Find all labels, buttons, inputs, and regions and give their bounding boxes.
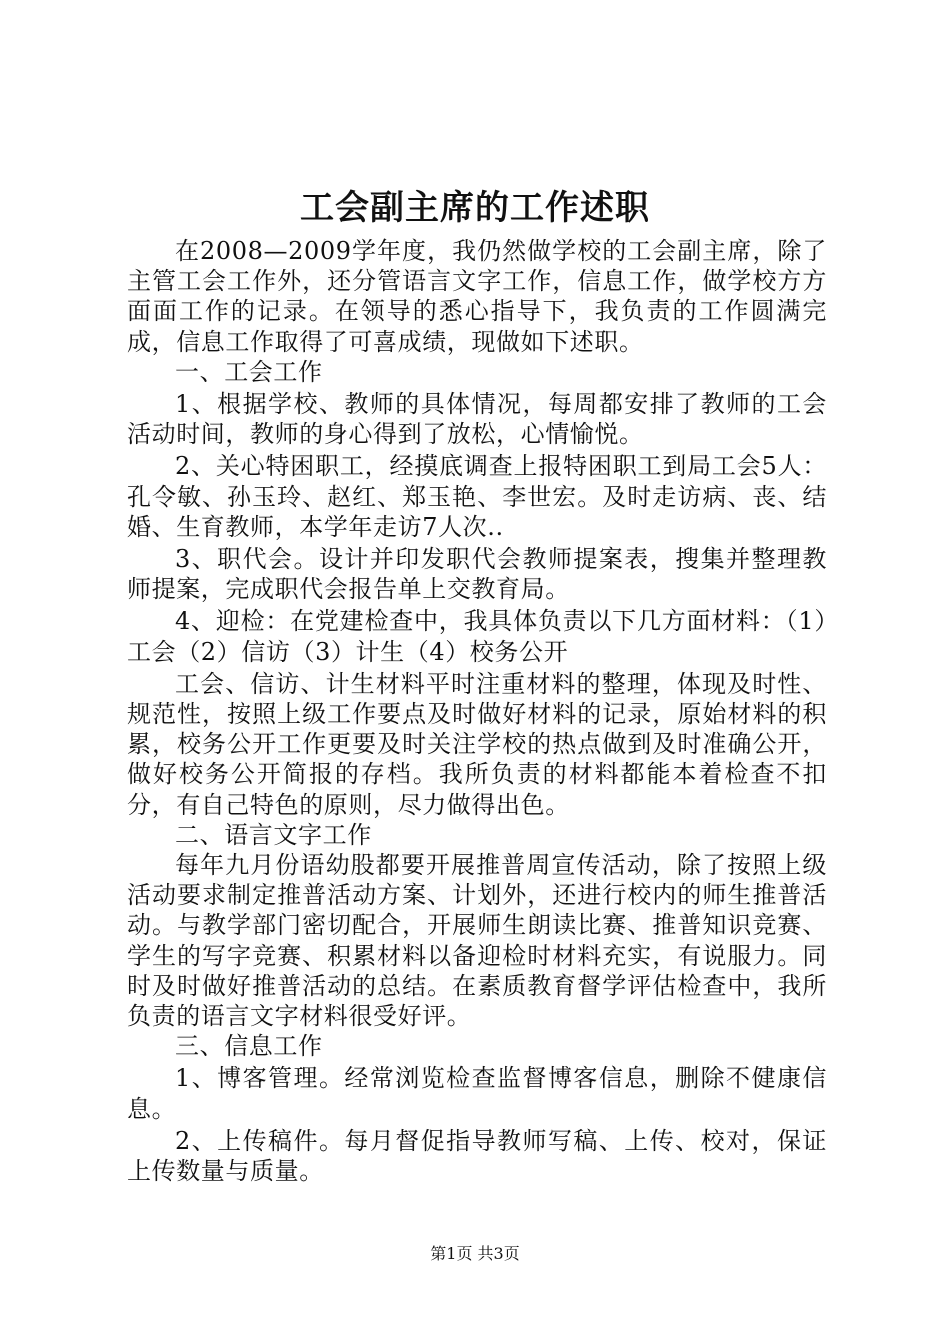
union-item-3: 3、职代会。设计并印发职代会教师提案表，搜集并整理教师提案，完成职代会报告单上交教育局。 bbox=[127, 545, 827, 604]
section-heading-information: 三、信息工作 bbox=[175, 1032, 323, 1061]
section-heading-union: 一、工会工作 bbox=[175, 357, 323, 386]
section-heading-language: 二、语言文字工作 bbox=[175, 820, 372, 849]
union-item-4: 4、迎检：在党建检查中，我具体负责以下几方面材料：（1）工会（2）信访（3）计生（4）校务公开 bbox=[127, 607, 827, 666]
union-item-1: 1、根据学校、教师的具体情况，每周都安排了教师的工会活动时间，教师的身心得到了放松，心情愉悦。 bbox=[127, 390, 827, 449]
information-item-1: 1、博客管理。经常浏览检查监督博客信息，删除不健康信息。 bbox=[127, 1064, 827, 1123]
page-footer: 第1页 共3页 bbox=[430, 1244, 520, 1263]
document-body bbox=[127, 236, 827, 1186]
union-item-2: 2、关心特困职工，经摸底调查上报特困职工到局工会5人：孔令敏、孙玉玲、赵红、郑玉艳、李世宏。及时走访病、丧、结婚、生育教师，本学年走访7人次.. bbox=[127, 452, 827, 541]
intro-paragraph: 在2008—2009学年度，我仍然做学校的工会副主席，除了主管工会工作外，还分管语言文字工作，信息工作，做学校方方面面工作的记录。在领导的悉心指导下，我负责的工作圆满完成，信息工作取得了可喜成绩，现做如下述职。 bbox=[127, 237, 827, 356]
document-title: 工会副主席的工作述职 bbox=[300, 188, 650, 228]
information-item-2: 2、上传稿件。每月督促指导教师写稿、上传、校对，保证上传数量与质量。 bbox=[127, 1126, 827, 1186]
union-materials-paragraph: 工会、信访、计生材料平时注重材料的整理，体现及时性、规范性，按照上级工作要点及时做好材料的记录，原始材料的积累，校务公开工作更要及时关注学校的热点做到及时准确公开，做好校务公开简报的存档。我所负责的材料都能本着检查不扣分，有自己特色的原则，尽力做得出色。 bbox=[127, 669, 827, 819]
language-paragraph: 每年九月份语幼股都要开展推普周宣传活动，除了按照上级活动要求制定推普活动方案、计划外，还进行校内的师生推普活动。与教学部门密切配合，开展师生朗读比赛、推普知识竞赛、学生的写字竞赛、积累材料以备迎检时材料充实，有说服力。同时及时做好推普活动的总结。在素质教育督学评估检查中，我所负责的语言文字材料很受好评。 bbox=[127, 851, 827, 1031]
